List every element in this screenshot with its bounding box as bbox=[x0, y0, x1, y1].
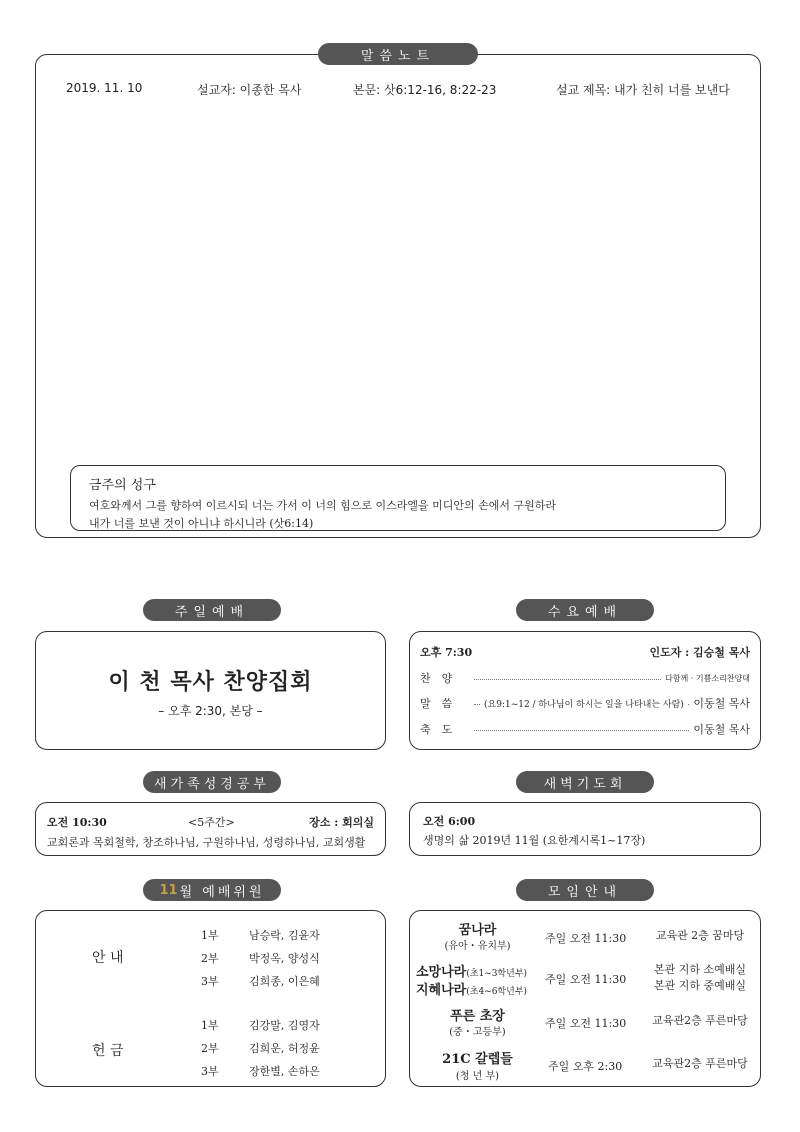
sermon-note-title: 말씀노트 bbox=[318, 43, 478, 65]
meeting-name bbox=[416, 979, 546, 998]
sermon-passage: (요9:1~12 / 하나님이 하시는 일을 나타내는 사람) bbox=[484, 699, 684, 710]
meeting-name: 꿈나라 bbox=[458, 923, 497, 938]
sermon-title: 설교 제목: 내가 친히 너를 보낸다 bbox=[556, 83, 730, 97]
praise-label: 찬 양 bbox=[420, 672, 453, 685]
sunday-service-title: 주일예배 bbox=[143, 599, 281, 621]
dot-leader bbox=[474, 730, 689, 731]
meeting-name bbox=[416, 961, 546, 980]
meeting-place: 교육관2층 푸른마당 bbox=[652, 1014, 748, 1027]
wednesday-service-title: 수요예배 bbox=[516, 599, 654, 621]
meeting-sub: (초4~6학년부) bbox=[466, 987, 528, 997]
new-family-time: 오전 10:30 bbox=[47, 816, 107, 829]
sermon-date: 2019. 11. 10 bbox=[66, 81, 143, 95]
wednesday-leader: 인도자 : 김승철 목사 bbox=[649, 646, 750, 659]
wednesday-row-benediction bbox=[420, 721, 750, 737]
weekly-verse-line2: 내가 너를 보낸 것이 아니냐 하시니라 (삿6:14) bbox=[89, 517, 314, 530]
wednesday-row-praise bbox=[420, 670, 750, 686]
meeting-time: 주일 오전 11:30 bbox=[545, 932, 627, 945]
weekly-verse-line1: 여호와께서 그를 향하여 이르시되 너는 가서 이 너의 힘으로 이스라엘을 미디안의 손에서 구원하라 bbox=[89, 499, 556, 512]
sermon-preacher-value: 이동철 목사 bbox=[693, 697, 750, 710]
praise-value: 다함께 · 기쁨소리찬양대 bbox=[665, 673, 750, 683]
new-family-box bbox=[35, 802, 386, 856]
meeting-name-main: 소망나라 bbox=[416, 965, 467, 980]
meeting-sub: (유아・유치부) bbox=[444, 941, 511, 952]
dot-leader bbox=[688, 704, 690, 705]
usher-names: 김희종, 이은혜 bbox=[249, 975, 320, 988]
meeting-place: 본관 지하 소예배실 bbox=[653, 963, 746, 976]
sermon-note-box bbox=[35, 54, 761, 538]
benediction-value: 이동철 목사 bbox=[693, 723, 750, 736]
usher-names: 박정옥, 양성식 bbox=[249, 952, 320, 965]
ushers-box bbox=[35, 910, 386, 1087]
wednesday-row-sermon bbox=[420, 695, 750, 711]
dot-leader bbox=[474, 679, 661, 680]
benediction-label: 축 도 bbox=[420, 723, 453, 736]
ushers-title-text: 월 예배위원 bbox=[179, 884, 265, 900]
wednesday-service-box bbox=[409, 631, 761, 750]
sermon-preacher: 설교자: 이종한 목사 bbox=[197, 83, 302, 97]
ushers-title bbox=[143, 879, 281, 901]
weekly-verse-box bbox=[70, 465, 726, 531]
new-family-weeks: <5주간> bbox=[188, 816, 235, 829]
meeting-name: 21C 갈렙들 bbox=[442, 1052, 513, 1067]
usher-names: 남승락, 김윤자 bbox=[249, 929, 320, 942]
dot-leader bbox=[474, 704, 480, 705]
usher-part: 2부 bbox=[201, 1042, 219, 1055]
usher-group-offering: 헌 금 bbox=[92, 1043, 124, 1059]
dawn-prayer-time: 오전 6:00 bbox=[423, 815, 476, 828]
ushers-title-month: 11 bbox=[159, 882, 178, 898]
usher-group-guide: 안 내 bbox=[92, 950, 124, 966]
meeting-time: 주일 오전 11:30 bbox=[545, 973, 627, 986]
sermon-scripture: 본문: 삿6:12-16, 8:22-23 bbox=[353, 83, 497, 97]
meeting-place: 본관 지하 중예배실 bbox=[653, 979, 746, 992]
usher-part: 2부 bbox=[201, 952, 219, 965]
dawn-prayer-text: 생명의 삶 2019년 11월 (요한계시록1~17장) bbox=[423, 834, 646, 847]
new-family-place: 장소 : 회의실 bbox=[309, 816, 374, 829]
meeting-place: 교육관2층 푸른마당 bbox=[652, 1057, 748, 1070]
sunday-service-box bbox=[35, 631, 386, 750]
meeting-place: 교육관 2층 꿈마당 bbox=[655, 929, 745, 942]
dawn-prayer-title: 새벽기도회 bbox=[516, 771, 654, 793]
wednesday-header-row bbox=[420, 644, 750, 660]
meeting-time: 주일 오후 2:30 bbox=[548, 1060, 623, 1073]
usher-names: 장한별, 손하은 bbox=[249, 1065, 320, 1078]
new-family-topics: 교회론과 목회철학, 창조하나님, 구원하나님, 성령하나님, 교회생활 bbox=[47, 836, 366, 849]
usher-names: 김강말, 김영자 bbox=[249, 1019, 320, 1032]
meeting-sub: (청 년 부) bbox=[455, 1071, 500, 1082]
meetings-title: 모임안내 bbox=[516, 879, 654, 901]
meeting-sub: (중・고등부) bbox=[449, 1027, 506, 1038]
usher-part: 3부 bbox=[201, 1065, 219, 1078]
meeting-sub: (초1~3학년부) bbox=[466, 969, 528, 979]
usher-part: 1부 bbox=[201, 1019, 219, 1032]
usher-names: 김희운, 허정윤 bbox=[249, 1042, 320, 1055]
sunday-event-title: 이 천 목사 찬양집회 bbox=[108, 669, 313, 695]
sermon-label: 말 씀 bbox=[420, 697, 453, 710]
meetings-box bbox=[409, 910, 761, 1087]
new-family-title: 새가족성경공부 bbox=[143, 771, 281, 793]
dawn-prayer-box bbox=[409, 802, 761, 856]
wednesday-time: 오후 7:30 bbox=[420, 646, 473, 659]
meeting-name-main: 지혜나라 bbox=[416, 983, 467, 998]
meeting-name: 푸른 초장 bbox=[450, 1009, 505, 1024]
sunday-event-time: – 오후 2:30, 본당 – bbox=[158, 704, 263, 718]
usher-part: 1부 bbox=[201, 929, 219, 942]
usher-part: 3부 bbox=[201, 975, 219, 988]
meeting-time: 주일 오전 11:30 bbox=[545, 1017, 627, 1030]
weekly-verse-title: 금주의 성구 bbox=[89, 478, 156, 493]
